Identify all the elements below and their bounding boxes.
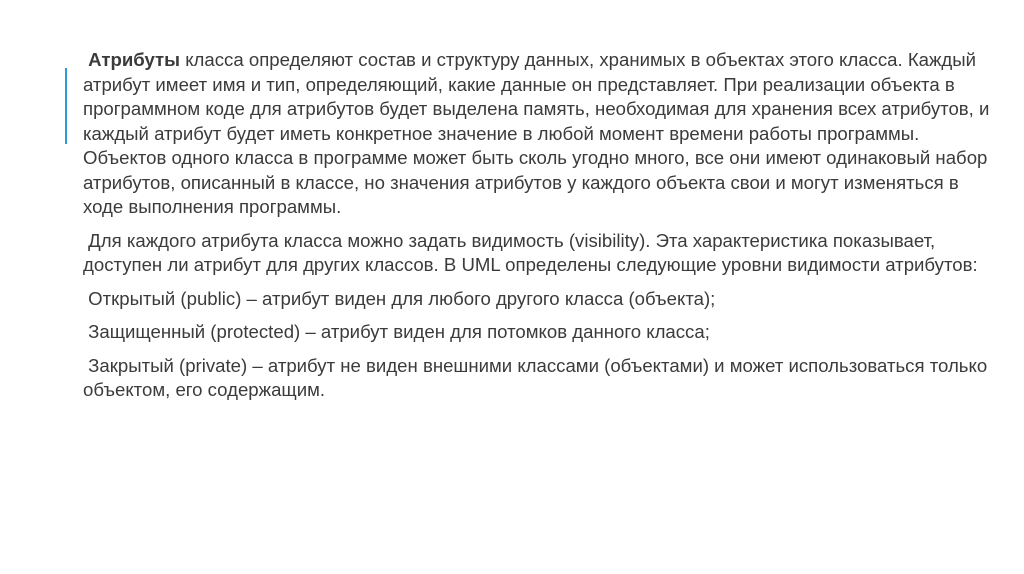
paragraph-public [83, 287, 1003, 312]
paragraph-text: Открытый (public) – атрибут виден для любого другого класса (объекта); [88, 287, 716, 309]
accent-bar [65, 68, 67, 144]
paragraph-text: класса определяют состав и структуру данных, хранимых в объектах этого класса. Каждый атрибут имеет имя и тип, определяющий, какие данные он представляет. При реализации объекта в программном коде для атрибутов будет выделена память, необходимая для хранения всех атрибутов, и каждый атрибут будет иметь конкретное значение в любой момент времени работы программы. Объектов одного класса в программе может быть сколь угодно много, все они имеют одинаковый набор атрибутов, описанный в классе, но значения атрибутов у каждого объекта свои и могут изменяться в ходе выполнения программы. [83, 49, 990, 217]
bold-term: Атрибуты [88, 49, 181, 70]
paragraph-attributes-definition [83, 48, 1003, 220]
slide-body [83, 48, 1003, 412]
paragraph-protected [83, 320, 1003, 345]
paragraph-text: Для каждого атрибута класса можно задать видимость (visibility). Эта характеристика показывает, доступен ли атрибут для других классов. В UML определены следующие уровни видимости атрибутов: [83, 229, 978, 275]
paragraph-visibility-intro [83, 229, 1003, 278]
paragraph-text: Защищенный (protected) – атрибут виден для потомков данного класса; [88, 321, 710, 342]
paragraph-text: Закрытый (private) – атрибут не виден внешними классами (объектами) и может использоваться только объектом, его содержащим. [83, 354, 988, 400]
paragraph-private [83, 354, 1003, 403]
